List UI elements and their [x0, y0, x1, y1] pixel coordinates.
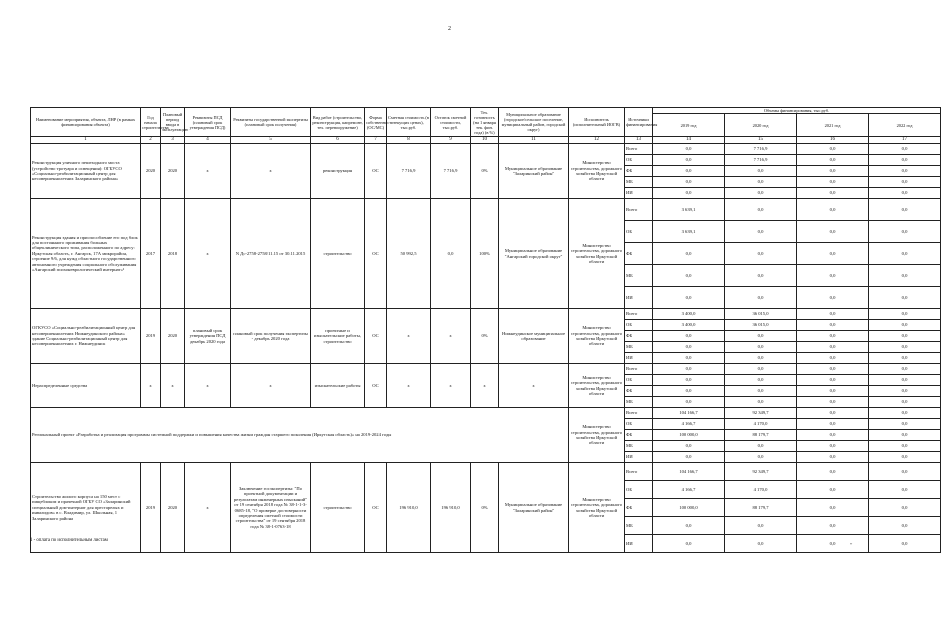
column-number: 1	[31, 137, 141, 144]
block-2-year-start: 2017	[141, 199, 161, 309]
header-year-1: 2019 год	[653, 114, 725, 137]
regional-project-executor: Министерство строительства, дорожного хозяйства Иркутской области	[569, 408, 625, 463]
source-label: ОБ	[625, 320, 653, 331]
amount-cell: 4 170,0	[725, 481, 797, 499]
block-4-year-start: х	[141, 364, 161, 408]
amount-cell: 0,0	[797, 441, 869, 452]
amount-cell: 0,0	[869, 430, 941, 441]
amount-cell: 0,0	[797, 463, 869, 481]
block-1-psd: х	[185, 144, 231, 199]
source-label: ФБ	[625, 430, 653, 441]
amount-cell: 0,0	[797, 499, 869, 517]
block-4-planned-year: х	[161, 364, 185, 408]
column-number: 12	[569, 137, 625, 144]
amount-cell: 0,0	[869, 188, 941, 199]
block-5-executor: Министерство строительства, дорожного хозяйства Иркутской области	[569, 463, 625, 553]
source-label: Всего	[625, 364, 653, 375]
amount-cell: 0,0	[653, 364, 725, 375]
block-5-readiness: 0%	[471, 463, 499, 553]
amount-cell: 0,0	[653, 243, 725, 265]
block-3-psd: плановый срок утверждения ПСД декабрь 2020 года	[185, 309, 231, 364]
block-2-municipality: Муниципальное образование "Ангарский городской округ"	[499, 199, 569, 309]
financing-table	[30, 107, 941, 553]
column-number: 2	[141, 137, 161, 144]
amount-cell: 36 015,0	[725, 320, 797, 331]
amount-cell: 0,0	[653, 265, 725, 287]
block-2-executor: Министерство строительства, дорожного хозяйства Иркутской области	[569, 199, 625, 309]
source-label: Всего	[625, 408, 653, 419]
amount-cell: 0,0	[869, 221, 941, 243]
amount-cell: 0,0	[797, 364, 869, 375]
column-number: 14	[653, 137, 725, 144]
column-number: 10	[471, 137, 499, 144]
amount-cell: 0,0	[797, 144, 869, 155]
amount-cell: 0,0	[725, 397, 797, 408]
column-number: 5	[231, 137, 311, 144]
source-label: МБ	[625, 177, 653, 188]
header-psd: Реквизиты ПСД (плановый срок утверждения ПСД)	[185, 108, 231, 137]
block-1-year-start: 2020	[141, 144, 161, 199]
page-number: 2	[448, 26, 451, 32]
amount-cell: 0,0	[653, 188, 725, 199]
amount-cell: 0,0	[653, 342, 725, 353]
amount-cell: 36 015,0	[725, 309, 797, 320]
amount-cell: 0,0	[653, 386, 725, 397]
block-2-psd: х	[185, 199, 231, 309]
table-row	[31, 364, 941, 375]
header-year-start: Год начала строительства	[141, 108, 161, 137]
block-2-name: Реконструкция здания и приспособление его под блок для постоянного проживания больных общеклинического типа, расположенного по адресу: Иркутская область, г. Ангарск, 17А микрорайон, строение 9/6, для нужд областного государственного автономного учреждения социального обслуживания «Ангарский психоневрологический интернат»¹	[31, 199, 141, 309]
source-label: ФБ	[625, 243, 653, 265]
amount-cell: 0,0	[725, 177, 797, 188]
block-1-municipality: Муниципальное образование "Заларинский район"	[499, 144, 569, 199]
header-sources: Источники финансирования	[625, 108, 653, 137]
amount-cell: 0,0	[725, 331, 797, 342]
block-3-ownership: ОС	[365, 309, 387, 364]
block-5-psd: х	[185, 463, 231, 553]
block-1-work-type: реконструкция	[311, 144, 365, 199]
table-row	[31, 408, 941, 419]
block-3-executor: Министерство строительства, дорожного хозяйства Иркутской области	[569, 309, 625, 364]
amount-cell: 7 716,9	[725, 144, 797, 155]
column-number: 3	[161, 137, 185, 144]
amount-cell: 0,0	[869, 166, 941, 177]
amount-cell: 3 400,0	[653, 309, 725, 320]
column-number: 8	[387, 137, 431, 144]
amount-cell: 0,0	[869, 331, 941, 342]
source-label: ИИ	[625, 353, 653, 364]
amount-cell: 0,0	[797, 177, 869, 188]
amount-cell: 0,0	[869, 364, 941, 375]
amount-cell: 0,0	[725, 386, 797, 397]
amount-cell: 4 166,7	[653, 419, 725, 430]
block-1-name: Реконструкция уличного пешеходного моста (устройство тротуара и освещения): ОГБУСО «Социально-реабилитационный центр для несовершеннолетних Заларинского района»	[31, 144, 141, 199]
corner-mark: "	[850, 543, 853, 549]
amount-cell: 0,0	[725, 166, 797, 177]
block-2-remaining: 0,0	[431, 199, 471, 309]
amount-cell: 0,0	[869, 243, 941, 265]
amount-cell: 0,0	[797, 397, 869, 408]
header-year-2: 2020 год	[725, 114, 797, 137]
header-remaining-cost: Остаток сметной стоимости, тыс.руб.	[431, 108, 471, 137]
header-est-cost: Сметная стоимость (в текущих ценах), тыс.руб.	[387, 108, 431, 137]
amount-cell: 0,0	[725, 188, 797, 199]
amount-cell: 0,0	[725, 452, 797, 463]
source-label: ФБ	[625, 331, 653, 342]
source-label: ОБ	[625, 375, 653, 386]
amount-cell: 0,0	[653, 331, 725, 342]
amount-cell: 0,0	[725, 375, 797, 386]
column-number: 17	[869, 137, 941, 144]
amount-cell: 0,0	[725, 265, 797, 287]
amount-cell: 0,0	[725, 199, 797, 221]
column-number: 15	[725, 137, 797, 144]
amount-cell: 0,0	[797, 430, 869, 441]
amount-cell: 0,0	[725, 353, 797, 364]
amount-cell: 7 716,9	[725, 155, 797, 166]
table-row	[31, 108, 941, 114]
block-1-remaining: 7 716,9	[431, 144, 471, 199]
amount-cell: 0,0	[797, 188, 869, 199]
table-row	[31, 199, 941, 221]
block-2-expertise: N Дс-2758-2758/11.15 от 30.11.2015	[231, 199, 311, 309]
block-2-ownership: ОС	[365, 199, 387, 309]
amount-cell: 0,0	[653, 177, 725, 188]
block-4-work-type: изыскательские работы	[311, 364, 365, 408]
source-label: ОБ	[625, 419, 653, 430]
amount-cell: 0,0	[797, 481, 869, 499]
amount-cell: 0,0	[869, 342, 941, 353]
header-planned-year: Плановый период ввода в эксплуатацию	[161, 108, 185, 137]
block-1-expertise: х	[231, 144, 311, 199]
amount-cell: 0,0	[797, 166, 869, 177]
block-2-readiness: 100%	[471, 199, 499, 309]
column-number: 6	[311, 137, 365, 144]
block-5-name: Строительство жилого корпуса на 150 мест с пищеблоком и прачечной ОГБУ СО «Заларинский специальный дом-интернат для престарелых и инвалидов» в с. Владимир, ул. Школьная, 1 Заларинского района	[31, 463, 141, 553]
amount-cell: 0,0	[869, 517, 941, 535]
amount-cell: 0,0	[653, 397, 725, 408]
block-3-est-cost: х	[387, 309, 431, 364]
source-label: Всего	[625, 309, 653, 320]
source-label: Всего	[625, 144, 653, 155]
amount-cell: 88 179,7	[725, 499, 797, 517]
amount-cell: 0,0	[725, 517, 797, 535]
column-number: 4	[185, 137, 231, 144]
amount-cell: 0,0	[653, 144, 725, 155]
amount-cell: 3 639,1	[653, 199, 725, 221]
block-4-expertise: х	[231, 364, 311, 408]
column-number: 11	[499, 137, 569, 144]
block-5-remaining: 196 910,0	[431, 463, 471, 553]
amount-cell: 0,0	[653, 535, 725, 553]
header-ownership: Форма собственности (ОС/МС)	[365, 108, 387, 137]
block-1-planned-year: 2020	[161, 144, 185, 199]
amount-cell: 0,0	[797, 419, 869, 430]
amount-cell: 0,0	[869, 309, 941, 320]
amount-cell: 0,0	[797, 265, 869, 287]
amount-cell: 0,0	[797, 386, 869, 397]
amount-cell: 100 000,0	[653, 430, 725, 441]
amount-cell: 0,0	[725, 342, 797, 353]
block-5-year-start: 2019	[141, 463, 161, 553]
amount-cell: 0,0	[653, 375, 725, 386]
header-executor: Исполнитель (исполнительный ИОГВ)	[569, 108, 625, 137]
block-4-executor: Министерство строительства, дорожного хозяйства Иркутской области	[569, 364, 625, 408]
amount-cell: 0,0	[653, 441, 725, 452]
amount-cell: 0,0	[725, 441, 797, 452]
amount-cell: 0,0	[797, 155, 869, 166]
block-3-readiness: 0%	[471, 309, 499, 364]
amount-cell: 104 166,7	[653, 408, 725, 419]
header-expertise: Реквизиты государственной экспертизы (плановый срок получения)	[231, 108, 311, 137]
amount-cell: 0,0	[797, 199, 869, 221]
block-4-readiness: х	[471, 364, 499, 408]
amount-cell: 0,0	[869, 375, 941, 386]
amount-cell: 0,0	[797, 320, 869, 331]
amount-cell: 0,0	[797, 535, 869, 553]
amount-cell: 0,0	[869, 397, 941, 408]
source-label: МБ	[625, 397, 653, 408]
amount-cell: 0,0	[797, 342, 869, 353]
block-3-work-type: проектные и изыскательские работы, строительство	[311, 309, 365, 364]
source-label: ОБ	[625, 221, 653, 243]
block-1-est-cost: 7 716,9	[387, 144, 431, 199]
amount-cell: 0,0	[797, 408, 869, 419]
header-work-type: Вид работ (строительство, реконструкция, капремонт, тех. перевооружение)	[311, 108, 365, 137]
block-2-work-type: строительство	[311, 199, 365, 309]
block-5-est-cost: 196 910,0	[387, 463, 431, 553]
header-readiness: Тех. готовность (на 1 января тек. фин. года) (в %)	[471, 108, 499, 137]
block-3-expertise: плановый срок получения экспертизы - декабрь 2020 года	[231, 309, 311, 364]
column-number: 13	[625, 137, 653, 144]
amount-cell: 100 000,0	[653, 499, 725, 517]
amount-cell: 0,0	[653, 517, 725, 535]
amount-cell: 0,0	[797, 243, 869, 265]
amount-cell: 0,0	[725, 221, 797, 243]
amount-cell: 0,0	[869, 408, 941, 419]
amount-cell: 0,0	[797, 287, 869, 309]
amount-cell: 0,0	[725, 364, 797, 375]
amount-cell: 0,0	[653, 166, 725, 177]
source-label: ИИ	[625, 287, 653, 309]
amount-cell: 0,0	[869, 144, 941, 155]
source-label: ИИ	[625, 452, 653, 463]
block-3-remaining: х	[431, 309, 471, 364]
source-label: ОБ	[625, 481, 653, 499]
amount-cell: 4 170,0	[725, 419, 797, 430]
amount-cell: 0,0	[725, 243, 797, 265]
amount-cell: 0,0	[653, 287, 725, 309]
amount-cell: 88 179,7	[725, 430, 797, 441]
financing-table-sheet	[30, 107, 913, 553]
block-4-psd: х	[185, 364, 231, 408]
source-label: ФБ	[625, 386, 653, 397]
block-5-work-type: строительство	[311, 463, 365, 553]
block-1-ownership: ОС	[365, 144, 387, 199]
header-volume: Объемы финансирования, тыс.руб.	[653, 108, 941, 114]
header-year-3: 2021 год	[797, 114, 869, 137]
block-3-municipality: Нижнеудинское муниципальное образование	[499, 309, 569, 364]
amount-cell: 0,0	[869, 452, 941, 463]
amount-cell: 0,0	[869, 535, 941, 553]
block-4-ownership: ОС	[365, 364, 387, 408]
amount-cell: 0,0	[869, 499, 941, 517]
amount-cell: 4 166,7	[653, 481, 725, 499]
amount-cell: 0,0	[869, 199, 941, 221]
amount-cell: 3 400,0	[653, 320, 725, 331]
amount-cell: 0,0	[869, 320, 941, 331]
block-4-remaining: х	[431, 364, 471, 408]
amount-cell: 92 349,7	[725, 408, 797, 419]
amount-cell: 0,0	[653, 353, 725, 364]
block-3-planned-year: 2020	[161, 309, 185, 364]
amount-cell: 0,0	[797, 331, 869, 342]
amount-cell: 0,0	[725, 535, 797, 553]
source-label: МБ	[625, 265, 653, 287]
block-5-expertise: Заключение госэкспертизы: "По проектной документации и результатам инженерных изысканий" от 19 сентября 2018 года № 38-1-1-3-0685-18, "О проверке достоверности определения сметной стоимости строительства" от 19 сентября 2018 года № 38-1-0763-18	[231, 463, 311, 553]
source-label: ОБ	[625, 155, 653, 166]
amount-cell: 0,0	[797, 221, 869, 243]
amount-cell: 92 349,7	[725, 463, 797, 481]
table-row	[31, 463, 941, 481]
amount-cell: 0,0	[869, 353, 941, 364]
block-5-municipality: Муниципальное образование "Заларинский район"	[499, 463, 569, 553]
block-5-ownership: ОС	[365, 463, 387, 553]
source-label: ФБ	[625, 499, 653, 517]
block-4-est-cost: х	[387, 364, 431, 408]
header-year-4: 2022 год	[869, 114, 941, 137]
amount-cell: 0,0	[797, 375, 869, 386]
source-label: ИИ	[625, 535, 653, 553]
block-2-est-cost: 50 992,5	[387, 199, 431, 309]
block-3-name: ОГКУСО «Социально-реабилитационный центр для несовершеннолетних Нижнеудинского района» здание Социально-реабилитационный центр для несовершеннолетних г. Нижнеудинск	[31, 309, 141, 364]
column-number: 9	[431, 137, 471, 144]
source-label: Всего	[625, 199, 653, 221]
amount-cell: 0,0	[869, 419, 941, 430]
amount-cell: 0,0	[869, 155, 941, 166]
column-number: 7	[365, 137, 387, 144]
column-number: 16	[797, 137, 869, 144]
block-4-name: Нераспределенные средства	[31, 364, 141, 408]
source-label: МБ	[625, 441, 653, 452]
amount-cell: 0,0	[869, 287, 941, 309]
amount-cell: 0,0	[797, 517, 869, 535]
source-label: Всего	[625, 463, 653, 481]
source-label: МБ	[625, 342, 653, 353]
block-1-executor: Министерство строительства, дорожного хозяйства Иркутской области	[569, 144, 625, 199]
footnote: 1 - оплата по исполнительным листам	[30, 538, 108, 543]
amount-cell: 0,0	[653, 155, 725, 166]
amount-cell: 0,0	[869, 481, 941, 499]
table-row	[31, 137, 941, 144]
table-row	[31, 309, 941, 320]
amount-cell: 0,0	[797, 452, 869, 463]
amount-cell: 0,0	[869, 463, 941, 481]
source-label: МБ	[625, 517, 653, 535]
block-1-readiness: 0%	[471, 144, 499, 199]
source-label: ФБ	[625, 166, 653, 177]
amount-cell: 0,0	[869, 386, 941, 397]
amount-cell: 0,0	[797, 309, 869, 320]
amount-cell: 0,0	[869, 177, 941, 188]
amount-cell: 0,0	[725, 287, 797, 309]
header-municipality: Муниципальное образование (городское/сельское поселение, муниципальный район, городской округ)	[499, 108, 569, 137]
block-3-year-start: 2019	[141, 309, 161, 364]
amount-cell: 0,0	[797, 353, 869, 364]
table-row	[31, 144, 941, 155]
amount-cell: 0,0	[653, 452, 725, 463]
block-4-municipality: х	[499, 364, 569, 408]
amount-cell: 0,0	[869, 441, 941, 452]
amount-cell: 3 639,1	[653, 221, 725, 243]
block-5-planned-year: 2020	[161, 463, 185, 553]
regional-project-name: Региональный проект «Разработка и реализация программы системной поддержки и повышения качества жизни граждан старшего поколения (Иркутская область)» на 2019-2024 годы	[31, 408, 569, 463]
header-name: Наименование мероприятия, объекта, ЛНР (в рамках финансирования объекта)	[31, 108, 141, 137]
amount-cell: 104 166,7	[653, 463, 725, 481]
block-2-planned-year: 2018	[161, 199, 185, 309]
amount-cell: 0,0	[869, 265, 941, 287]
source-label: ИИ	[625, 188, 653, 199]
